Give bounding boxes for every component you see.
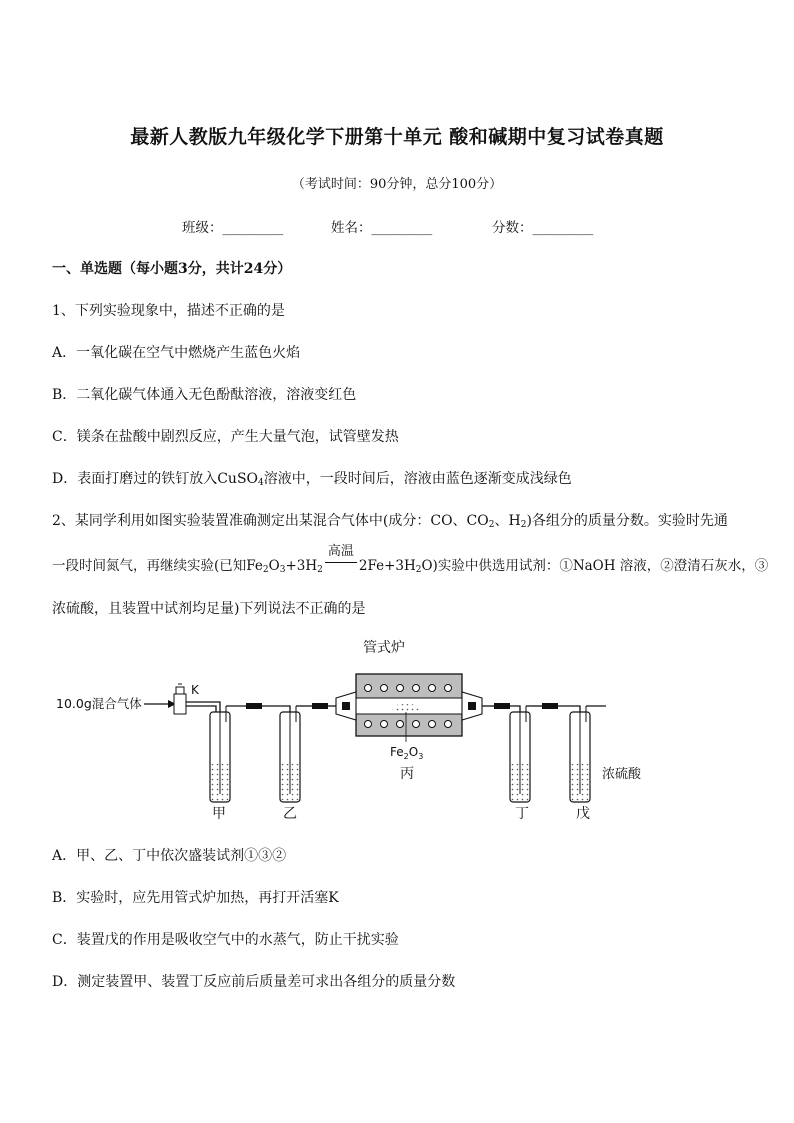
- class-field[interactable]: 班级：_________: [182, 220, 284, 236]
- stem-text: 2、某同学利用如图实验装置准确测定出某混合气体中(成分：CO、CO: [52, 513, 489, 529]
- fe2o3-powder: [392, 704, 420, 712]
- rubber-connector: [246, 703, 262, 709]
- yi-label: 乙: [283, 806, 297, 822]
- subscript: 2: [317, 565, 323, 575]
- furnace-stopper: [468, 702, 476, 710]
- stem-text: 一段时间氮气，再继续实验(已知Fe: [52, 558, 263, 574]
- question-2-option-a[interactable]: A．甲、乙、丁中依次盛装试剂①③②: [52, 848, 287, 864]
- reaction-arrow-line: [325, 562, 357, 563]
- stem-text: )各组分的质量分数。实验时先通: [526, 513, 728, 529]
- subscript: 3: [279, 565, 286, 575]
- bottle-ding: [510, 706, 530, 802]
- subscript: 2: [520, 520, 527, 530]
- question-2-stem-line-2: [52, 544, 769, 575]
- jia-label: 甲: [212, 806, 226, 822]
- fe2o3-label: $Fe_2O_3$: [390, 745, 424, 761]
- option-d-text: D．表面打磨过的铁钉放入CuSO: [52, 471, 259, 487]
- valve-k-label: K: [191, 683, 199, 697]
- stem-text: O)实验中供选用试剂：①NaOH 溶液，②澄清石灰水，③: [421, 558, 769, 574]
- bottle-yi: [280, 706, 300, 802]
- rubber-connector: [312, 703, 328, 709]
- question-2-stem-line-1: [52, 510, 728, 530]
- exam-duration: （考试时间：90分钟，总分100分）: [291, 177, 503, 192]
- question-1-option-d[interactable]: [52, 468, 572, 488]
- question-2-option-c[interactable]: C．装置戊的作用是吸收空气中的水蒸气，防止干扰实验: [52, 932, 399, 948]
- subscript: 2: [262, 565, 269, 575]
- option-d-text: 溶液中，一段时间后，溶液由蓝色逐渐变成浅绿色: [263, 471, 572, 487]
- furnace-label: 管式炉: [363, 640, 405, 656]
- stem-text: 、H: [494, 513, 521, 529]
- subscript: 2: [415, 565, 422, 575]
- question-1-option-b[interactable]: B．二氧化碳气体通入无色酚酞溶液，溶液变红色: [52, 387, 357, 403]
- bottle-jia: [210, 702, 230, 802]
- rubber-connector: [542, 703, 558, 709]
- ding-label: 丁: [515, 806, 529, 822]
- section-heading: 一、单选题（每小题3分，共计24分）: [52, 261, 292, 277]
- condition-text: 高温: [327, 544, 354, 559]
- rubber-connector: [494, 703, 510, 709]
- score-field[interactable]: 分数：_________: [492, 220, 594, 236]
- stem-text: 2Fe+3H: [358, 558, 416, 574]
- question-2-stem-line-3: 浓硫酸，且装置中试剂均足量)下列说法不正确的是: [52, 601, 366, 617]
- apparatus-diagram: [50, 632, 770, 832]
- question-2-option-b[interactable]: B．实验时，应先用管式炉加热，再打开活塞K: [52, 890, 339, 906]
- subscript: 2: [488, 520, 495, 530]
- exam-title: 最新人教版九年级化学下册第十单元 酸和碱期中复习试卷真题: [130, 126, 664, 148]
- stem-text: +3H: [285, 558, 318, 574]
- acid-label: 浓硫酸: [602, 767, 642, 782]
- furnace-stopper: [342, 702, 350, 710]
- question-1-option-a[interactable]: A．一氧化碳在空气中燃烧产生蓝色火焰: [52, 345, 301, 361]
- tube-furnace: [356, 674, 462, 736]
- stem-text: O: [268, 558, 280, 574]
- name-field[interactable]: 姓名：_________: [331, 220, 433, 236]
- wu-label: 戊: [576, 806, 590, 822]
- subscript: 4: [258, 478, 264, 488]
- mixed-gas-label: 10.0g混合气体: [56, 696, 142, 711]
- question-1-option-c[interactable]: C．镁条在盐酸中剧烈反应，产生大量气泡，试管壁发热: [52, 429, 399, 445]
- question-1-stem: 1、下列实验现象中，描述不正确的是: [52, 303, 285, 319]
- question-2-option-d[interactable]: D．测定装置甲、装置丁反应前后质量差可求出各组分的质量分数: [52, 974, 456, 990]
- valve-k[interactable]: [174, 684, 186, 714]
- reaction-condition: [323, 544, 359, 570]
- bottle-wu: [570, 706, 590, 802]
- bing-label: 丙: [400, 766, 414, 782]
